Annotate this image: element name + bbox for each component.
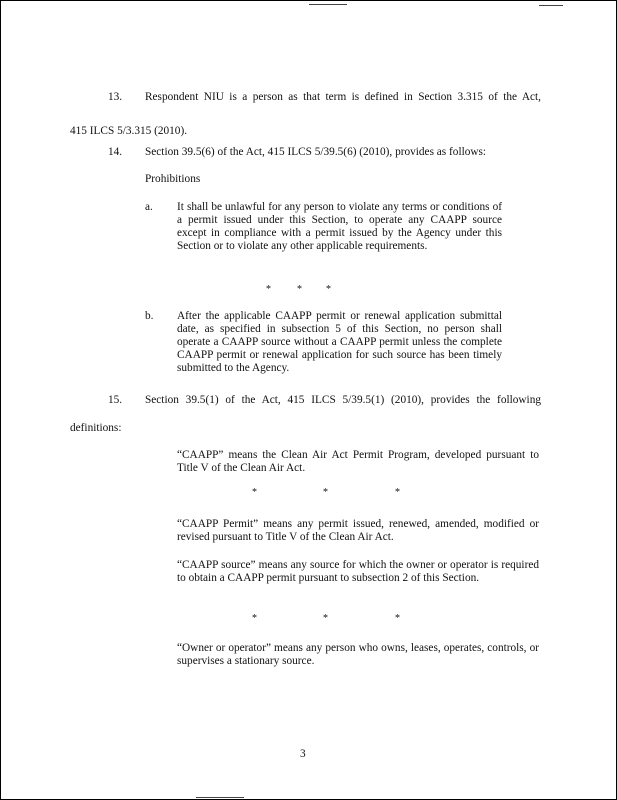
definition-owner-operator: “Owner or operator” means any person who owns, leases, operates, controls, or supervises a stationary source. [177,642,539,667]
para13-line2: 415 ILCS 5/3.315 (2010). [70,125,188,137]
scan-artifact [539,5,563,6]
para15-line2: definitions: [70,422,122,434]
ellipsis-star: * [323,613,328,624]
ellipsis-star: * [266,284,271,295]
definition-caapp-permit: “CAAPP Permit” means any permit issued, renewed, amended, modified or revised pursuant to Title V of the Clean Air Act. [177,518,539,543]
item-a-label: a. [145,201,153,213]
definition-caapp: “CAAPP” means the Clean Air Act Permit Program, developed pursuant to Title V of the Clean Air Act. [177,449,539,474]
para13-number: 13. [108,91,123,103]
item-b-label: b. [145,310,154,322]
para14-heading: Prohibitions [145,173,201,185]
ellipsis-star: * [252,613,257,624]
definition-caapp-source: “CAAPP source” means any source for which the owner or operator is required to obtain a CAAPP permit pursuant to subsection 2 of this Section. [177,559,539,584]
ellipsis-star: * [395,487,400,498]
ellipsis-star: * [395,613,400,624]
ellipsis-star: * [323,487,328,498]
ellipsis-star: * [326,284,331,295]
para15-line1: Section 39.5(1) of the Act, 415 ILCS 5/39.5(1) (2010), provides the following [145,394,541,406]
scan-artifact [196,797,244,798]
item-a-text: It shall be unlawful for any person to violate any terms or conditions of a permit issued under this Section, to operate any CAAPP source except in compliance with a permit issued by the Agency under this Section or to violate any other applicable requirements. [177,201,502,252]
ellipsis-star: * [252,487,257,498]
scan-artifact [309,4,347,5]
para13-line1: Respondent NIU is a person as that term is defined in Section 3.315 of the Act, [145,91,541,103]
para14-intro: Section 39.5(6) of the Act, 415 ILCS 5/39.5(6) (2010), provides as follows: [145,146,487,158]
para14-number: 14. [108,146,123,158]
para15-number: 15. [108,394,123,406]
ellipsis-star: * [297,284,302,295]
page-number: 3 [300,748,306,760]
item-b-text: After the applicable CAAPP permit or renewal application submittal date, as specified in subsection 5 of this Section, no person shall operate a CAAPP source without a CAAPP permit unless the complete CAAPP permit or renewal application for such source has been timely submitted to the Agency. [177,310,502,374]
